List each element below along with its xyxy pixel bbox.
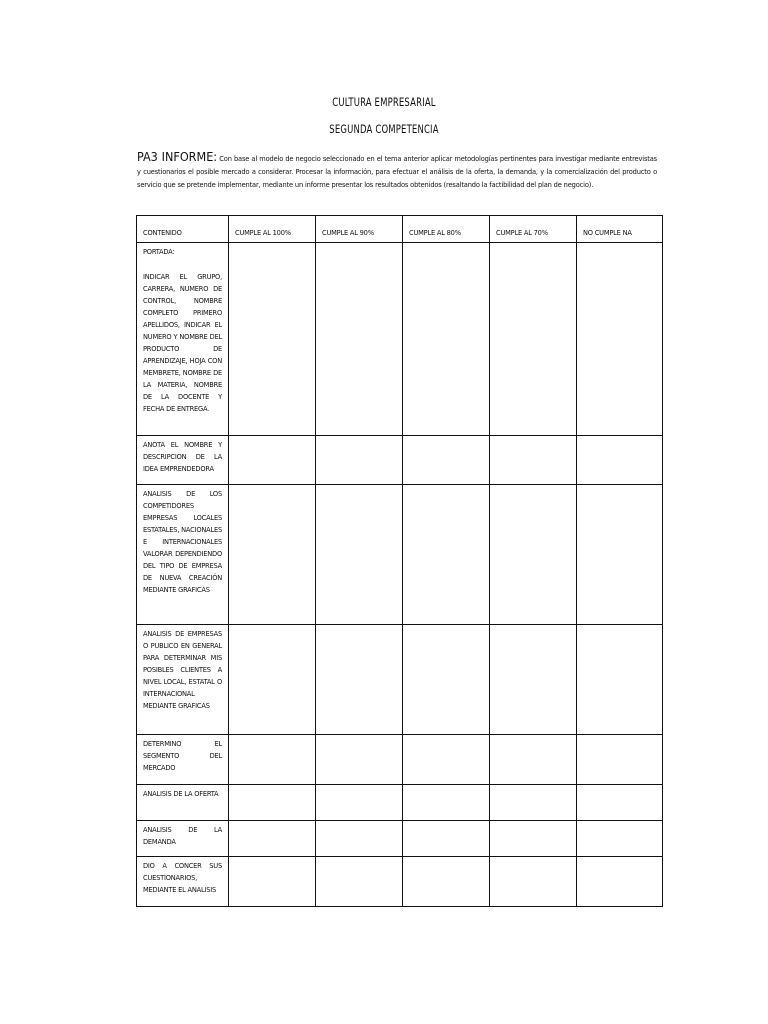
score-cell[interactable] [577,735,663,785]
score-cell[interactable] [316,243,403,436]
header-cell-cumple-100: CUMPLE AL 100% [229,216,316,243]
score-cell[interactable] [403,821,490,857]
score-cell[interactable] [403,785,490,821]
row-label-cell [137,857,229,907]
row-label: ANALISIS DE EMPRESAS O PUBLICO EN GENERAL PARA DETERMINAR MIS POSIBLES CLIENTES A NIVEL LOCAL, ESTATAL O INTERNACIONAL MEDIANTE GRAFICAS [143,629,222,710]
score-cell[interactable] [577,625,663,735]
row-label-cell [137,821,229,857]
header-cell-cumple-90: CUMPLE AL 90% [316,216,403,243]
header-cell-contenido: CONTENIDO [137,216,229,243]
table-header-row [137,216,663,243]
score-cell[interactable] [403,857,490,907]
table-row [137,436,663,485]
document-subtitle: SEGUNDA COMPETENCIA [329,122,439,136]
row-label: DIO A CONCER SUS CUESTIONARIOS, MEDIANTE EL ANALISIS [143,861,222,894]
row-label: PORTADA: [143,247,175,256]
row-label-detail: INDICAR EL GRUPO, CARRERA, NUMERO DE CONTROL, NOMBRE COMPLETO PRIMERO APELLIDOS, INDICAR EL NUMERO Y NOMBRE DEL PRODUCTO DE APRENDIZAJE, HOJA CON MEMBRETE, NOMBRE DE LA MATERIA, NOMBRE DE LA DOCENTE Y FECHA DE ENTREGA. [143,272,222,413]
row-label: ANALISIS DE LA DEMANDA [143,825,222,846]
score-cell[interactable] [490,243,577,436]
row-label: DETERMINO EL SEGMENTO DEL MERCADO [143,739,222,772]
evaluation-rubric-table [136,215,663,907]
row-label: ANOTA EL NOMBRE Y DESCRIPCION DE LA IDEA EMPRENDEDORA [143,440,222,473]
table-row [137,785,663,821]
score-cell[interactable] [229,436,316,485]
score-cell[interactable] [577,785,663,821]
score-cell[interactable] [229,857,316,907]
document-title: CULTURA EMPRESARIAL [332,95,436,109]
score-cell[interactable] [316,821,403,857]
header-cell-cumple-80: CUMPLE AL 80% [403,216,490,243]
row-label: ANALISIS DE LA OFERTA [143,789,219,798]
score-cell[interactable] [316,436,403,485]
score-cell[interactable] [577,857,663,907]
score-cell[interactable] [229,785,316,821]
table-row [137,485,663,625]
score-cell[interactable] [403,243,490,436]
score-cell[interactable] [490,625,577,735]
score-cell[interactable] [229,821,316,857]
score-cell[interactable] [229,485,316,625]
row-label-cell [137,485,229,625]
score-cell[interactable] [229,243,316,436]
assignment-text: Con base al modelo de negocio seleccionado en el tema anterior aplicar metodologías pertinentes para investigar mediante entrevistas y cuestionarios el posible mercado a considerar. Procesar la información, para efectuar el análisis de la oferta, la demanda, y la comercialización del producto o servicio que se pretende implementar, mediante un informe presentar los resultados obtenidos (resaltando la factibilidad del plan de negocio). [137,154,657,189]
score-cell[interactable] [490,785,577,821]
table-row [137,735,663,785]
score-cell[interactable] [403,735,490,785]
score-cell[interactable] [316,485,403,625]
row-label-cell [137,436,229,485]
score-cell[interactable] [229,735,316,785]
score-cell[interactable] [316,785,403,821]
score-cell[interactable] [403,485,490,625]
score-cell[interactable] [490,485,577,625]
row-label-cell [137,243,229,436]
row-label: ANALISIS DE LOS COMPETIDORES EMPRESAS LOCALES ESTATALES, NACIONALES E INTERNACIONALES VALORAR DEPENDIENDO DEL TIPO DE EMPRESA DE NUEVA CREACIÓN MEDIANTE GRAFICAS [143,489,222,594]
score-cell[interactable] [229,625,316,735]
row-label-cell [137,735,229,785]
score-cell[interactable] [403,436,490,485]
score-cell[interactable] [316,735,403,785]
header-cell-no-cumple: NO CUMPLE NA [577,216,663,243]
assignment-description [137,150,657,191]
score-cell[interactable] [490,821,577,857]
score-cell[interactable] [490,857,577,907]
score-cell[interactable] [316,857,403,907]
score-cell[interactable] [577,485,663,625]
score-cell[interactable] [577,821,663,857]
table-row [137,243,663,436]
row-label-cell [137,785,229,821]
table-row [137,625,663,735]
score-cell[interactable] [316,625,403,735]
score-cell[interactable] [490,735,577,785]
table-row [137,857,663,907]
score-cell[interactable] [577,243,663,436]
score-cell[interactable] [403,625,490,735]
score-cell[interactable] [490,436,577,485]
score-cell[interactable] [577,436,663,485]
table-row [137,821,663,857]
row-label-cell [137,625,229,735]
header-cell-cumple-70: CUMPLE AL 70% [490,216,577,243]
assignment-lead: PA3 INFORME: [137,149,218,164]
